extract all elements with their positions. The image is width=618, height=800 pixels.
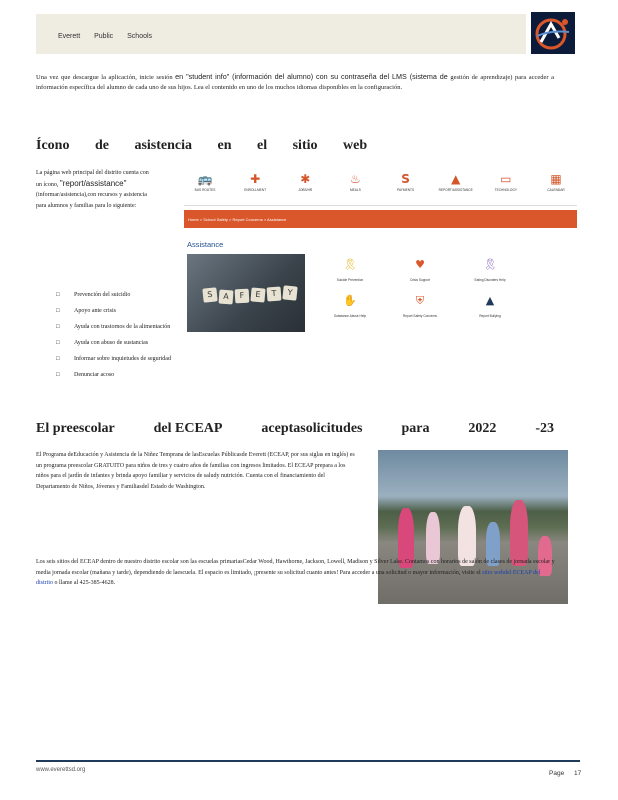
eceap-text: Los seis sitios del ECEAP dentro de nuestro distrito escolar son las escuelas primariasCedar Wood, Hawthorne, Jackson, Lowell, Madison y Silver Lake. Contamos con horarios de salón de clases de jornada escolar y media jornada escolar (mañana y tarde), dependiendo de laescuela. El espacio es limitado, ¡presente su solicitud cuanto antes! Para acceder a una solicitud o mayor información, visite el	[36, 559, 555, 576]
safety-dice-photo	[187, 254, 305, 332]
everett-logo-icon	[531, 12, 575, 54]
heading-word: -23	[535, 421, 554, 436]
nav-item-meals[interactable]	[334, 166, 376, 205]
nav-label: MEALS	[350, 188, 361, 192]
intro-paragraph	[36, 72, 554, 93]
nav-label: JOBS/HR	[298, 188, 313, 192]
nav-label: REPORT/ASSISTANCE	[438, 188, 473, 192]
assist-item-crisis-support[interactable]	[390, 258, 450, 282]
page-label: Page	[549, 770, 565, 777]
heading-word: para	[401, 421, 430, 436]
section1-paragraph	[36, 168, 156, 211]
list-item: □ Prevención del suicidio	[56, 290, 226, 300]
eceap-paragraph-2	[36, 557, 556, 589]
page-number-value: 17	[574, 770, 582, 777]
footer-divider	[36, 760, 580, 762]
nav-item-calendar[interactable]	[535, 166, 577, 205]
website-nav	[184, 166, 577, 206]
dice-letter: F	[235, 289, 250, 304]
intro-text-1: Una vez que descargue la aplicación, inicie sesión	[36, 74, 173, 81]
page-number	[549, 770, 581, 777]
ribbon-purple-icon: 🎗	[483, 258, 497, 271]
assist-item-suicide-prevention[interactable]	[320, 258, 380, 282]
list-item: □ Ayuda con abuso de sustancias	[56, 338, 226, 348]
heading-word: aceptasolicitudes	[261, 421, 363, 436]
dice-letter: E	[250, 287, 265, 302]
heading-word: del ECEAP	[153, 421, 223, 436]
section-heading-attendance: Ícono de asistencia en el sitio web	[36, 138, 368, 153]
bus-icon: 🚌	[197, 172, 213, 186]
header-title: Everett Public Schools	[58, 33, 153, 40]
enrollment-icon: ✚	[250, 172, 261, 186]
nav-item-enrollment[interactable]	[234, 166, 276, 205]
assist-label: Suicide Prevention	[336, 278, 364, 282]
section-heading-eceap	[36, 421, 554, 437]
dice-letter: S	[202, 287, 217, 302]
section1-text-a: La página web principal del distrito cuenta con un ícono,	[36, 170, 149, 188]
nav-item-payments[interactable]	[385, 166, 427, 205]
assist-item-safety-concerns[interactable]	[390, 294, 450, 318]
nav-item-bus-routes[interactable]	[184, 166, 226, 205]
heading-word: 2022	[468, 421, 497, 436]
footer-url[interactable]: www.everettsd.org	[36, 767, 86, 773]
list-item: □ Apoyo ante crisis	[56, 306, 226, 316]
assistance-title: Assistance	[187, 240, 224, 249]
meals-icon: ♨	[350, 172, 361, 186]
assist-label: Substance Abuse Help	[333, 314, 367, 318]
laptop-icon: ▭	[500, 172, 512, 186]
eceap-paragraph-1: El Programa deEducación y Asistencia de la Niñez Temprana de lasEscuelas Públicasde Everett (ECEAP, por sus siglas en inglés) es un programa preescolar GRATUITO para niños de tres y cuatro años de familias con ingresos limitados. El ECEAP prepara a los niños para el jardín de infantes y brinda apoyo familiar y servicios de saludy nutrición. Cuenta con el financiamiento del Departamento de Niños, Jóvenes y Familiasdel Estado de Washington.	[36, 452, 355, 490]
assist-label: Report Bullying	[479, 314, 501, 318]
website-breadcrumb-strip: Home > School Safety > Report Concerns > Assistance	[184, 210, 577, 228]
hand-icon: ✋	[343, 294, 357, 307]
dice-letter: Y	[282, 285, 297, 300]
heading-word: El preescolar	[36, 421, 115, 436]
nav-label: BUS ROUTES	[194, 188, 216, 192]
section1-quote: "report/assistance"	[59, 178, 127, 188]
assistance-grid	[320, 258, 520, 328]
nav-label: ENROLLMENT	[244, 188, 267, 192]
list-item: □ Informar sobre inquietudes de seguridad	[56, 354, 226, 364]
nav-item-jobs[interactable]	[284, 166, 326, 205]
assist-item-substance-abuse[interactable]	[320, 294, 380, 318]
nav-item-technology[interactable]	[485, 166, 527, 205]
section1-text-b: (informar/asistencia),con recursos y asistencia para alumnos y familias para lo siguiente:	[36, 192, 147, 209]
list-item: □ Ayuda con trastornos de la alimentación	[56, 322, 226, 332]
shield-icon: ⛨	[415, 294, 425, 307]
list-item: □ Denunciar acoso	[56, 370, 226, 380]
nav-label: TECHNOLOGY	[494, 188, 517, 192]
assist-label: Crisis Support	[409, 278, 431, 282]
hand-heart-icon: ♥	[415, 258, 425, 271]
calendar-icon: ▦	[550, 172, 562, 186]
assist-item-eating-disorders[interactable]	[460, 258, 520, 282]
warning-icon: ▲	[451, 172, 461, 186]
nav-item-report-assistance[interactable]	[435, 166, 477, 205]
eceap-text-end: o llame al 425-385-4628.	[54, 580, 116, 586]
intro-text-2: gestión de aprendizaje) para acceder a información específica del alumno de cada uno de sus hijos. Lea el contenido en uno de los muchos idiomas disponibles en la configuración.	[36, 74, 555, 91]
payments-icon: S	[401, 172, 410, 186]
assist-item-bullying[interactable]	[460, 294, 520, 318]
hr-icon: ✱	[300, 172, 311, 186]
website-screenshot	[184, 166, 577, 230]
ribbon-yellow-icon: 🎗	[343, 258, 357, 271]
eceap-website-link[interactable]: sitio webdel ECEAP del distrito	[36, 569, 541, 586]
dice-letter: A	[219, 290, 234, 305]
alert-icon: ▲	[485, 294, 495, 307]
assist-label: Eating Disorders Help	[474, 278, 506, 282]
dice-letter: T	[267, 287, 282, 302]
nav-label: CALENDAR	[547, 188, 565, 192]
assist-label: Report Safety Concerns	[402, 314, 438, 318]
intro-text-bold: en "student info" (información del alumno) con su contraseña del LMS (sistema de	[175, 72, 448, 81]
nav-label: PAYMENTS	[397, 188, 415, 192]
